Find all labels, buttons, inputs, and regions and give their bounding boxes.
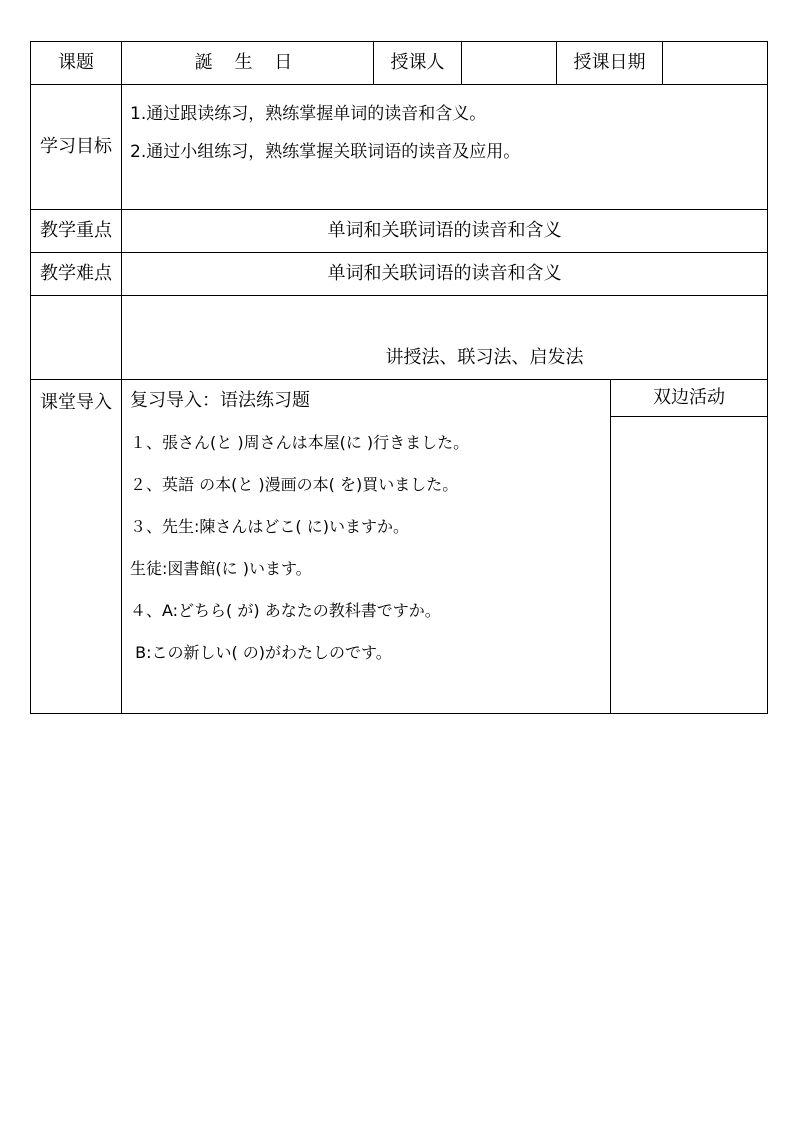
intro-heading: 复习导入：语法练习题 <box>130 390 310 411</box>
intro-label: 课堂导入 <box>31 380 122 714</box>
side-activity-heading: 双边活动 <box>611 380 767 417</box>
exercise-line-1: １、張さん(と )周さんは本屋(に )行きました。 <box>130 433 470 452</box>
goals-label: 学习目标 <box>31 85 122 210</box>
side-activity-column <box>611 380 768 714</box>
lesson-plan-table <box>30 41 768 714</box>
teacher-label: 授课人 <box>374 42 462 85</box>
key-point-value: 单词和关联词语的读音和含义 <box>122 210 768 253</box>
header-row <box>31 42 768 85</box>
key-point-label: 教学重点 <box>31 210 122 253</box>
intro-content <box>122 380 611 714</box>
difficulty-value: 单词和关联词语的读音和含义 <box>122 253 768 296</box>
exercise-line-3: ３、先生:陳さんはどこ( に)いますか。 <box>130 517 409 536</box>
intro-row <box>31 380 768 714</box>
methods-label <box>31 296 122 380</box>
date-label: 授课日期 <box>557 42 663 85</box>
date-value <box>663 42 768 85</box>
teacher-value <box>462 42 557 85</box>
goals-row <box>31 85 768 210</box>
goal-item-1: 1.通过跟读练习，熟练掌握单词的读音和含义。 <box>130 104 487 124</box>
methods-row <box>31 296 768 380</box>
exercise-line-2: ２、英語 の本(と )漫画の本( を)買いました。 <box>130 475 459 494</box>
difficulty-label: 教学难点 <box>31 253 122 296</box>
difficulty-row <box>31 253 768 296</box>
exercise-line-6: B:この新しい( の)がわたしのです。 <box>130 643 392 662</box>
exercise-line-4: 生徒:図書館(に )います。 <box>130 559 312 578</box>
exercise-line-5: ４、A:どちら( が) あなたの教科書ですか。 <box>130 601 441 620</box>
goal-item-2: 2.通过小组练习，熟练掌握关联词语的读音及应用。 <box>130 142 521 162</box>
key-point-row <box>31 210 768 253</box>
topic-label: 课题 <box>31 42 122 85</box>
methods-value: 讲授法、联习法、启发法 <box>122 296 768 380</box>
topic-value: 誕 生 日 <box>122 42 374 85</box>
goals-content <box>122 85 768 210</box>
